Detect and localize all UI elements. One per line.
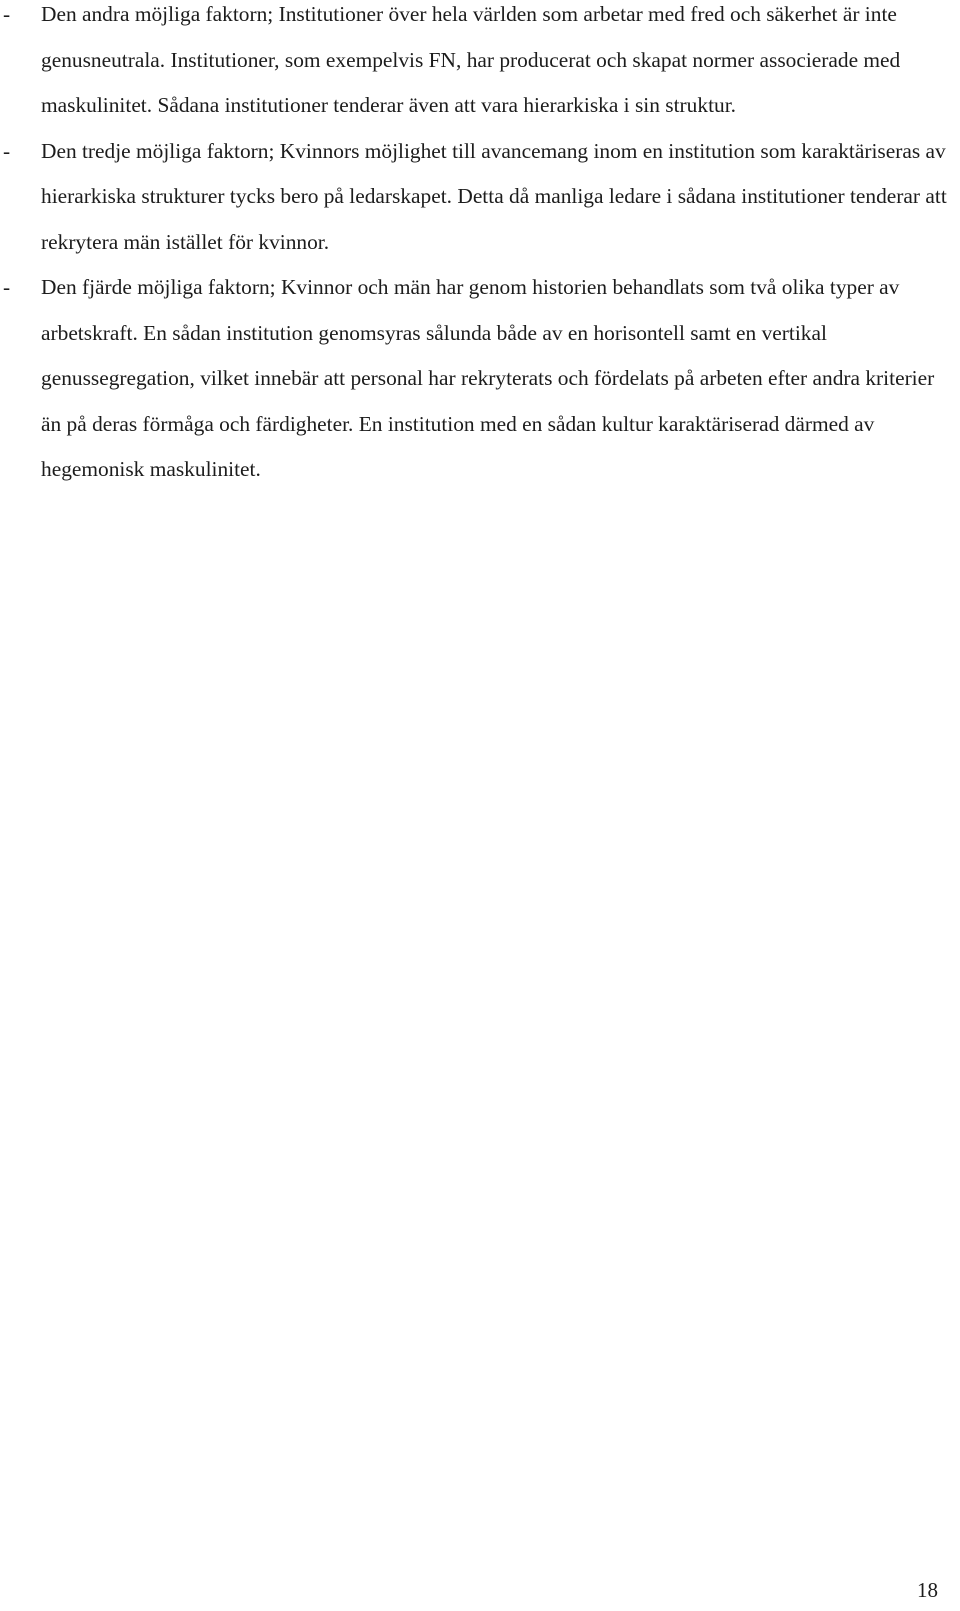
bullet-list	[0, 0, 952, 493]
list-item-text: Den tredje möjliga faktorn; Kvinnors möjlighet till avancemang inom en institution som karaktäriseras av hierarkiska strukturer tycks bero på ledarskapet. Detta då manliga ledare i sådana institutioner tenderar att rekrytera män istället för kvinnor.	[41, 138, 947, 254]
list-item	[0, 0, 952, 129]
list-item-dash: -	[3, 138, 11, 163]
list-item	[0, 265, 952, 493]
list-item-text: Den andra möjliga faktorn; Institutioner över hela världen som arbetar med fred och säkerhet är inte genusneutrala. Institutioner, som exempelvis FN, har producerat och skapat normer associerade med maskulinitet. Sådana institutioner tenderar även att vara hierarkiska i sin struktur.	[41, 2, 901, 117]
list-item-text: Den fjärde möjliga faktorn; Kvinnor och män har genom historien behandlats som två olika typer av arbetskraft. En sådan institution genomsyras sålunda både av en horisontell samt en vertikal genussegregation, vilket innebär att personal har rekryterats och fördelats på arbeten efter andra kriterier än på deras förmåga och färdigheter. En institution med en sådan kultur karaktäriserad därmed av hegemonisk maskulinitet.	[41, 275, 935, 481]
list-item-dash: -	[3, 275, 11, 299]
page-number: 18	[917, 1578, 938, 1602]
list-item	[0, 129, 952, 266]
list-item-dash: -	[3, 2, 11, 26]
